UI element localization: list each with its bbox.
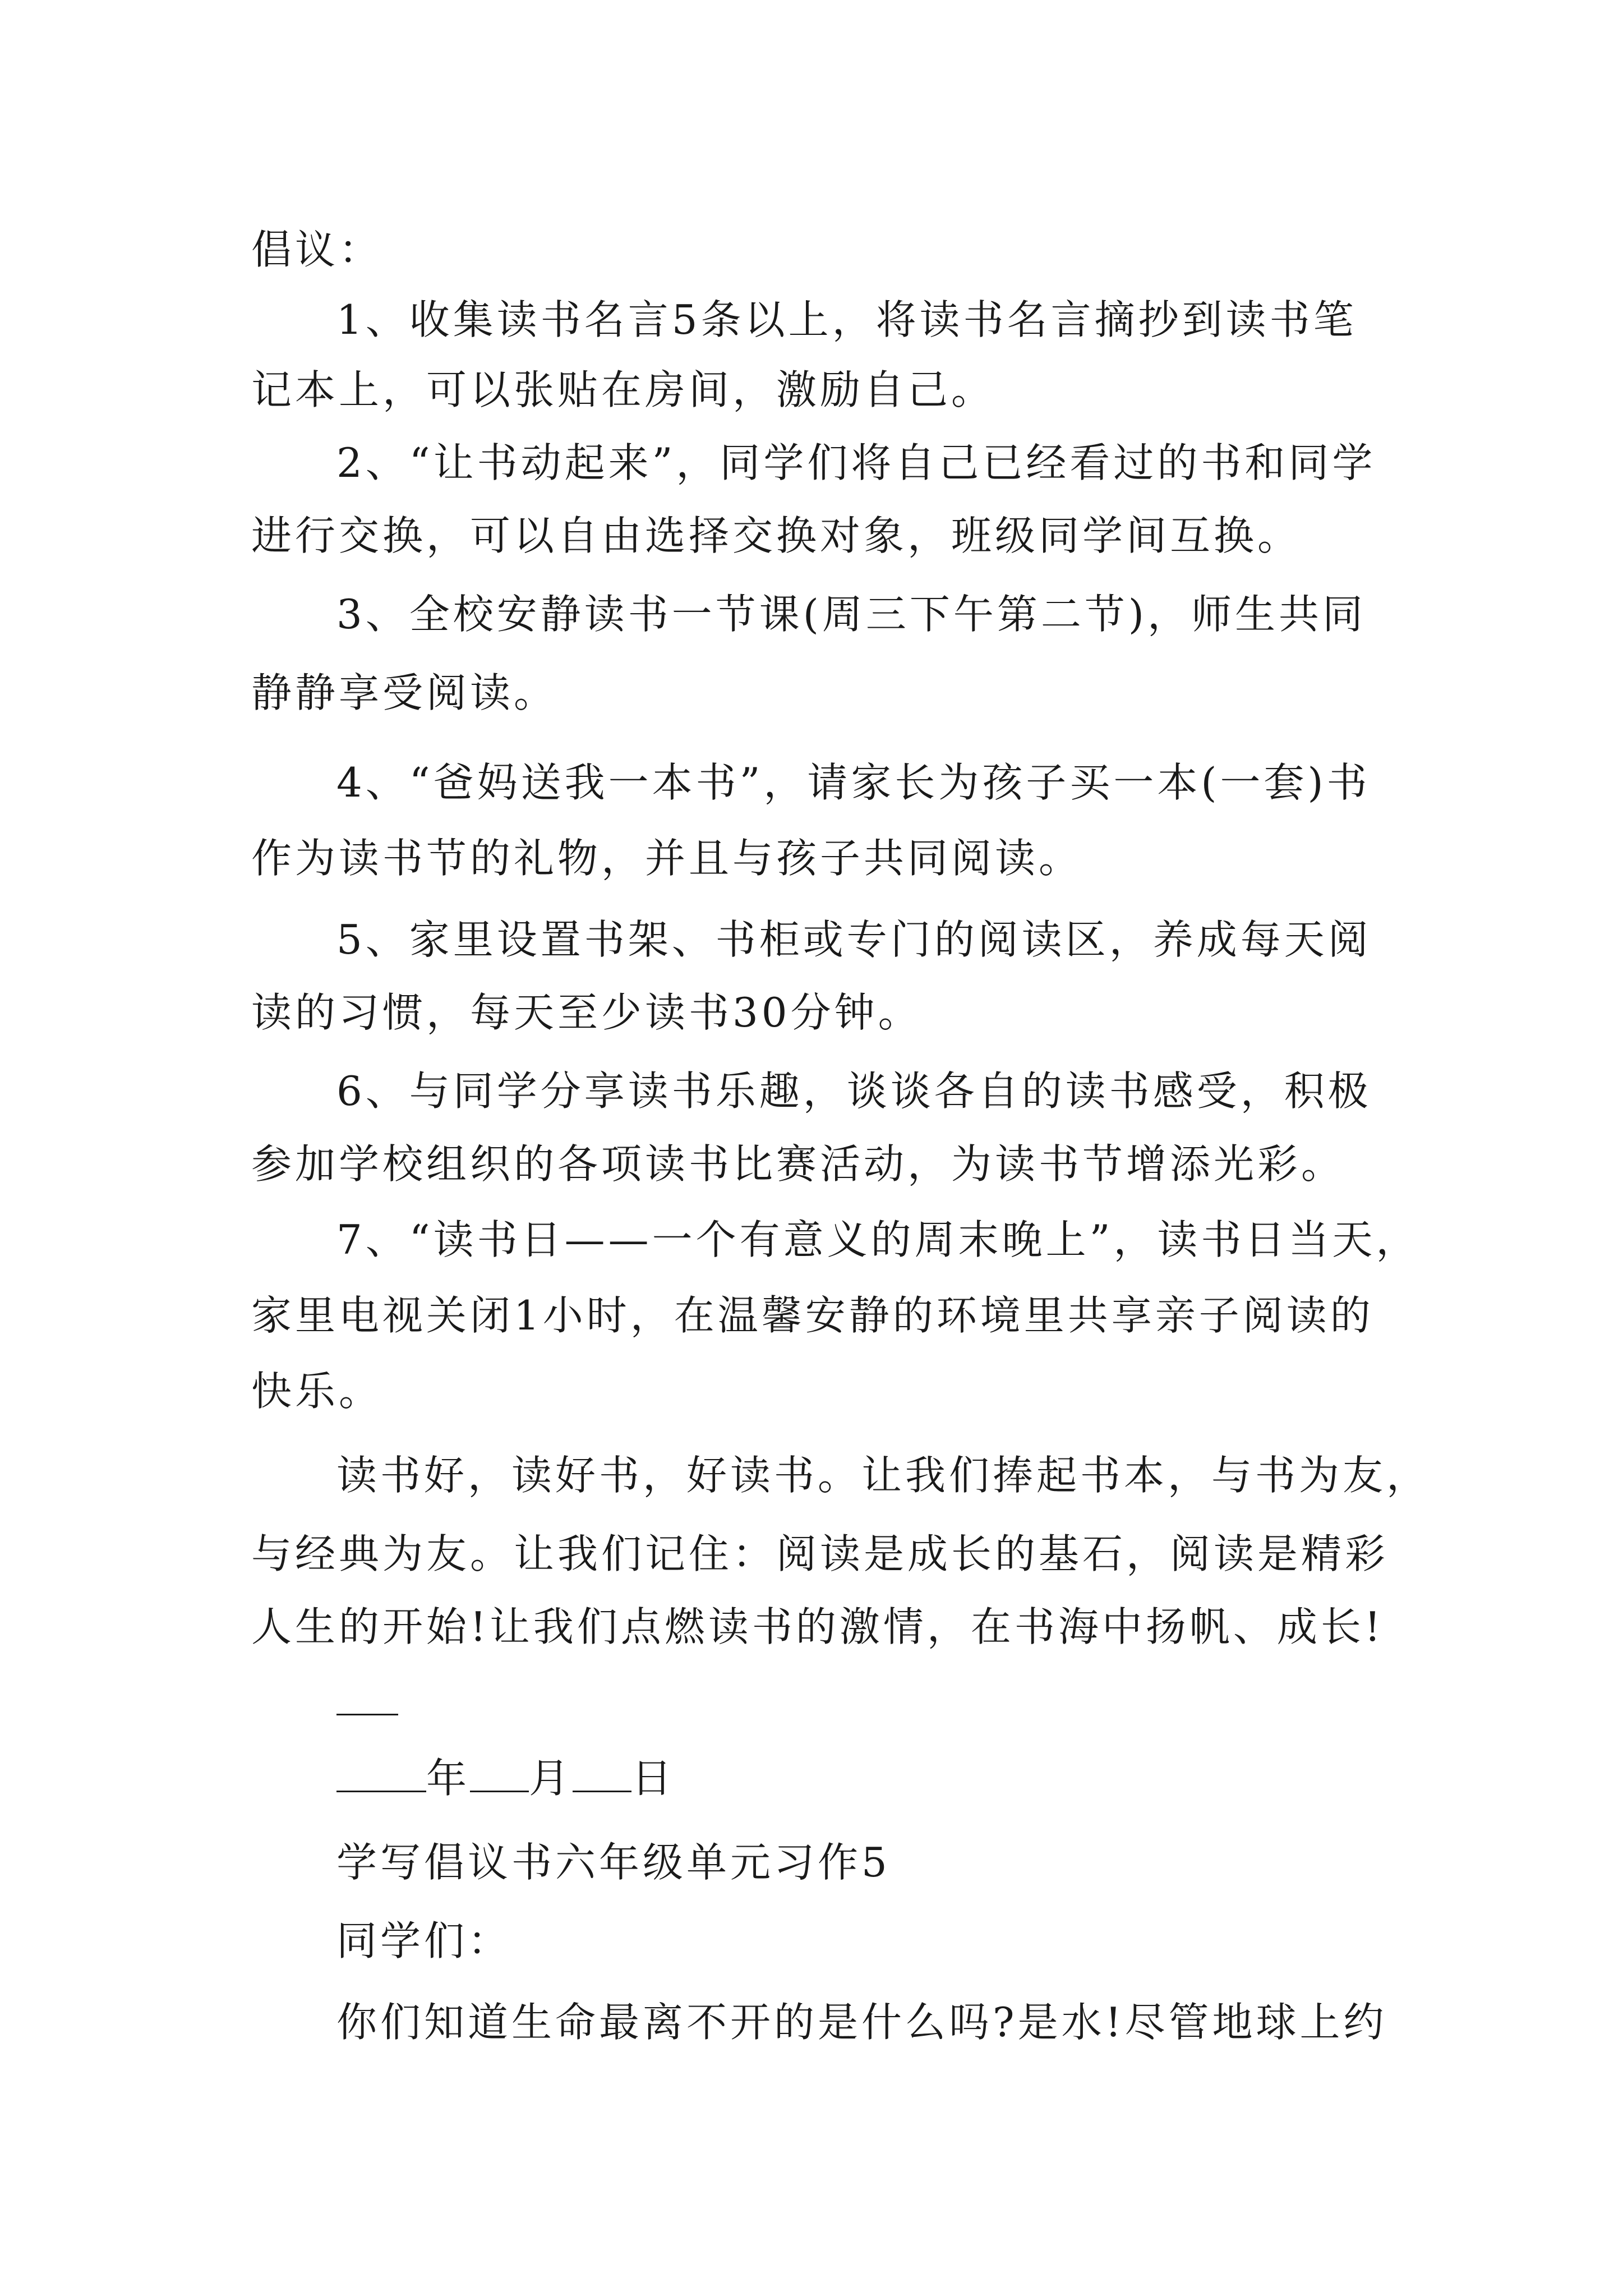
day-label: 日 <box>631 1755 676 1802</box>
paragraph-line: 快乐。 <box>251 1368 383 1415</box>
date-line <box>336 1750 675 1806</box>
paragraph-line: 读书好，读好书，好读书。让我们捧起书本，与书为友， <box>336 1452 1431 1499</box>
month-label: 月 <box>529 1755 573 1802</box>
paragraph-line: 进行交换，可以自由选择交换对象，班级同学间互换。 <box>251 512 1302 559</box>
paragraph-line: 5、家里设置书架、书柜或专门的阅读区，养成每天阅 <box>336 916 1372 963</box>
section-title: 学写倡议书六年级单元习作5 <box>336 1839 891 1886</box>
paragraph-line: 7、“读书日——一个有意义的周末晚上”，读书日当天， <box>336 1216 1420 1263</box>
paragraph-line: 记本上，可以张贴在房间，激励自己。 <box>251 366 995 413</box>
paragraph-line: 与经典为友。让我们记住：阅读是成长的基石，阅读是精彩 <box>251 1530 1389 1577</box>
year-label: 年 <box>426 1755 471 1802</box>
paragraph-line: 你们知道生命最离不开的是什么吗?是水!尽管地球上约 <box>336 1999 1387 2046</box>
paragraph-line: 2、“让书动起来”，同学们将自己已经看过的书和同学 <box>336 439 1376 486</box>
paragraph-line: 参加学校组织的各项读书比赛活动，为读书节增添光彩。 <box>251 1140 1345 1188</box>
salutation: 同学们： <box>336 1917 512 1964</box>
paragraph-line: 6、与同学分享读书乐趣，谈谈各自的读书感受，积极 <box>336 1068 1372 1115</box>
paragraph-line: 读的习惯，每天至少读书30分钟。 <box>251 989 922 1036</box>
month-blank <box>470 1751 529 1792</box>
paragraph-line: 作为读书节的礼物，并且与孩子共同阅读。 <box>251 835 1083 882</box>
day-blank <box>573 1751 631 1792</box>
paragraph-line: 人生的开始!让我们点燃读书的激情，在书海中扬帆、成长! <box>251 1603 1384 1650</box>
paragraph-line: 家里电视关闭1小时，在温馨安静的环境里共享亲子阅读的 <box>251 1292 1374 1339</box>
paragraph-line: 静静享受阅读。 <box>251 669 558 716</box>
signature-rule <box>336 1714 398 1715</box>
year-blank <box>336 1751 426 1792</box>
proposal-heading: 倡议： <box>251 226 383 273</box>
paragraph-line: 1、收集读书名言5条以上，将读书名言摘抄到读书笔 <box>336 296 1357 343</box>
paragraph-line: 3、全校安静读书一节课(周三下午第二节)，师生共同 <box>336 591 1366 638</box>
paragraph-line: 4、“爸妈送我一本书”，请家长为孩子买一本(一套)书 <box>336 759 1371 806</box>
